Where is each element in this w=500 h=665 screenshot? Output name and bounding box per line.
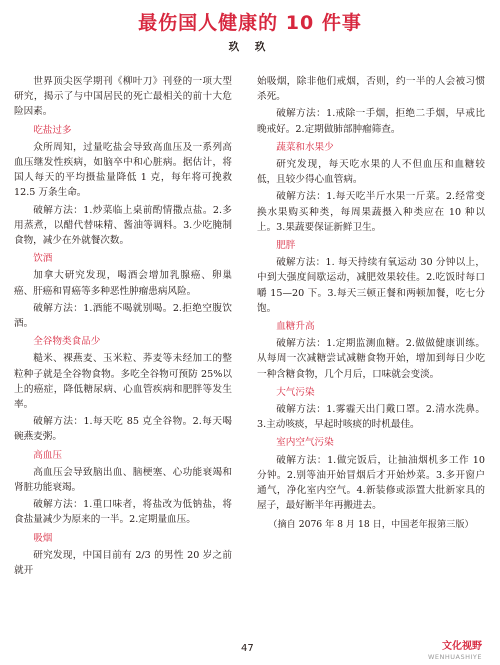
section-heading: 蔬菜和水果少 <box>276 141 334 153</box>
article-author: 玖 玖 <box>228 41 272 53</box>
article-title: 最伤国人健康的 10 件事 <box>138 12 362 34</box>
paragraph: 研究发现，中国目前有 2/3 的男性 20 岁之前就开 <box>14 549 232 577</box>
paragraph: 研究发现，每天吃水果的人不但血压和血糖较低，且较少得心血管病。 <box>257 159 485 186</box>
section-heading: 室内空气污染 <box>276 437 334 449</box>
section-heading: 吃盐过多 <box>33 124 72 136</box>
left-column <box>14 74 232 578</box>
brand-subtitle: WENHUASHIYE <box>428 653 482 661</box>
brand-name: 文化视野 <box>442 641 482 652</box>
source-note: （摘自 2076 年 8 月 18 日，中国老年报第三版） <box>268 519 474 531</box>
paragraph: 破解方法：1. 每天持续有氧运动 30 分钟以上，中到大强度间歇运动，减肥效果较佳。2.吃饭时每口嚼 15—20 下。3.每天三顿正餐和两顿加餐，吃七分饱。 <box>257 257 485 314</box>
section-heading: 肥胖 <box>276 240 296 252</box>
paragraph: 高血压会导致脑出血、脑梗塞、心功能衰竭和肾脏功能衰竭。 <box>14 466 232 494</box>
paragraph: 破解方法：1.酒能不喝就别喝。2.拒绝空腹饮酒。 <box>14 302 232 330</box>
right-column <box>257 74 485 533</box>
paragraph: 破解方法：1.重口味者，将盐改为低钠盐，将食盐量减少为原来的一半。2.定期量血压。 <box>14 499 232 526</box>
paragraph: 世界顶尖医学期刊《柳叶刀》刊登的一项大型研究，揭示了与中国居民的死亡最相关的前十大危险因素。 <box>14 76 232 118</box>
paragraph: 破解方法：1.戒除一手烟，拒绝二手烟，早戒比晚戒好。2.定期做肺部肿瘤筛查。 <box>257 108 485 135</box>
paragraph: 糙米、裸燕麦、玉米粒、荞麦等未经加工的整粒种子就是全谷物食物。多吃全谷物可预防 25%以上的癌症，降低糖尿病、心血管疾病和肥胖等发生率。 <box>14 353 232 411</box>
paragraph: 众所周知，过量吃盐会导致高血压及一系列高血压继发性疾病，如脑卒中和心脏病。据估计，将国人每天的平均摄盐量降低 1 克，每年将可挽救 12.5 万条生命。 <box>14 141 232 199</box>
paragraph: 破解方法：1.炒菜临上桌前酌情撒点盐。2.多用蒸煮，以醋代替味精、酱油等调料。3.少吃腌制食物，减少在外就餐次数。 <box>14 204 232 247</box>
section-heading: 饮酒 <box>33 253 53 265</box>
paragraph: 破解方法：1.定期监测血糖。2.做做健康训练。从每周一次减糖尝试减糖食物开始，增加到每日少吃一种含糖食物，几个月后，口味就会变淡。 <box>257 338 485 380</box>
paragraph: 破解方法：1.每天吃半斤水果一斤菜。2.经常变换水果购买种类，每周果蔬摄入种类应在 10 种以上。3.果蔬要保证新鲜卫生。 <box>257 191 485 233</box>
section-heading: 血糖升高 <box>276 321 315 333</box>
section-heading: 大气污染 <box>276 386 315 398</box>
section-heading: 全谷物类食品少 <box>33 336 101 348</box>
paragraph-continued: 始吸烟，除非他们戒烟，否则，约一半的人会被习惯杀死。 <box>257 76 485 103</box>
page-number: 47 <box>241 643 254 654</box>
paragraph: 加拿大研究发现，喝酒会增加乳腺癌、卵巢癌、肝癌和胃癌等多种恶性肿瘤患病风险。 <box>14 270 232 297</box>
paragraph: 破解方法：1.每天吃 85 克全谷物。2.每天喝碗燕麦粥。 <box>14 416 232 443</box>
paragraph: 破解方法：1.雾霾天出门戴口罩。2.清水洗鼻。3.主动咳痰，早起时咳痰的时机最佳。 <box>257 404 485 431</box>
brand-mark <box>428 637 482 661</box>
section-heading: 高血压 <box>33 449 62 461</box>
section-heading: 吸烟 <box>33 532 53 544</box>
paragraph: 破解方法：1.做完饭后，让抽油烟机多工作 10 分钟。2.别等油开始冒烟后才开始炒菜。3.多开窗户通气，净化室内空气。4.新装修或添置大批新家具的屋子，最好断半年再搬进去。 <box>257 454 485 512</box>
